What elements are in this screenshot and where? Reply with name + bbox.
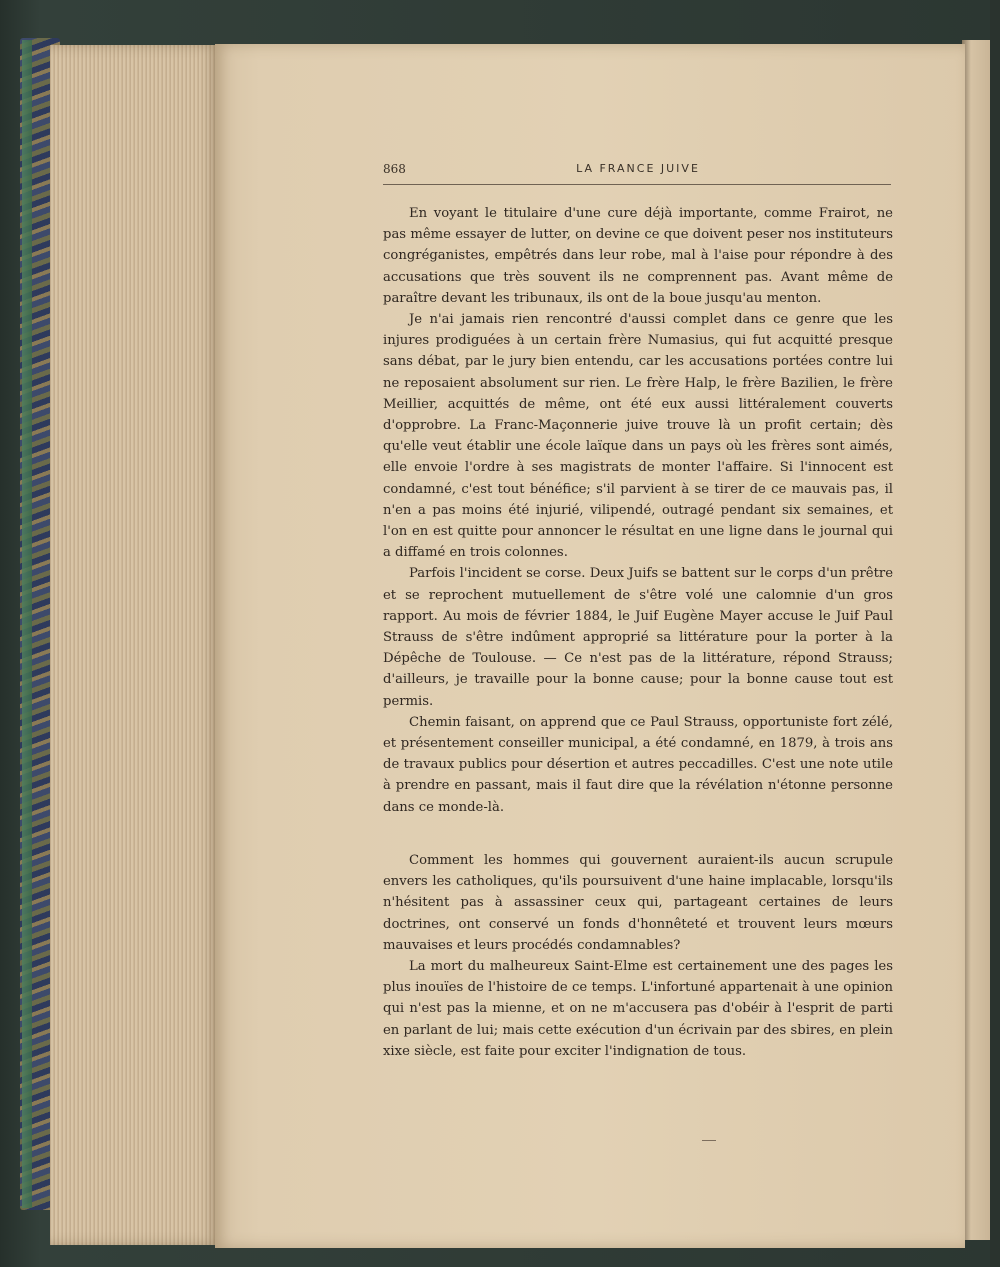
print-mark — [702, 1140, 716, 1141]
paragraph: Je n'ai jamais rien rencontré d'aussi complet dans ce genre que les injures prodiguées à un certain frère Numasius, qui fut acquitté presque sans débat, par le jury bien entendu, car les accusations portées contre lui ne reposaient absolument sur rien. Le frère Halp, le frère Bazilien, le frère Meillier, acquittés de même, ont été eux aussi littéralement couverts d'opprobre. La Franc-Maçonnerie juive trouve là un profit certain; dès qu'elle veut établir une école laïque dans un pays où les frères sont aimés, elle envoie l'ordre à ses magistrats de monter l'affaire. Si l'innocent est condamné, c'est tout bénéfice; s'il parvient à se tirer de ce mauvais pas, il n'en a pas moins été injurié, vilipendé, outragé pendant six semaines, et l'on en est quitte pour annoncer le résultat en une ligne dans le journal qui a diffamé en trois colonnes. — [383, 312, 893, 561]
page-block-edge — [50, 45, 220, 1245]
facing-page-edge — [962, 40, 992, 1240]
background-strip — [990, 0, 1000, 1267]
running-head — [383, 162, 893, 182]
header-rule — [383, 184, 891, 185]
running-title: LA FRANCE JUIVE — [576, 162, 700, 175]
paragraph: La mort du malheureux Saint-Elme est certainement une des pages les plus inouïes de l'histoire de ce temps. L'infortuné appartenait à une opinion qui n'est pas la mienne, et on ne m'accusera pas d'obéir à l'esprit de parti en parlant de lui; mais cette exécution d'un écrivain par des sbires, en plein xixe siècle, est faite pour exciter l'indignation de tous. — [383, 958, 893, 1059]
paragraph: Parfois l'incident se corse. Deux Juifs se battent sur le corps d'un prêtre et se reprochent mutuellement de s'être volé une calomnie d'un gros rapport. Au mois de février 1884, le Juif Eugène Mayer accuse le Juif Paul Strauss de s'être indûment approprié sa littérature pour la porter à la Dépêche de Toulouse. — Ce n'est pas de la littérature, répond Strauss; d'ailleurs, je travaille pour la bonne cause; pour la bonne cause tout est permis. — [383, 566, 893, 709]
paragraph: Comment les hommes qui gouvernent auraient-ils aucun scrupule envers les catholiques, qu'ils poursuivent d'une haine implacable, lorsqu'ils n'hésitent pas à assassiner ceux qui, partageant certaines de leurs doctrines, ont conservé un fonds d'honnêteté et trouvent leurs mœurs mauvaises et leurs procédés condamnables? — [383, 852, 893, 953]
paragraph: Chemin faisant, on apprend que ce Paul Strauss, opportuniste fort zélé, et présentement conseiller municipal, a été condamné, en 1879, à trois ans de travaux publics pour désertion et autres peccadilles. C'est une note utile à prendre en passant, mais il faut dire que la révélation n'étonne personne dans ce monde-là. — [383, 714, 893, 815]
page-number: 868 — [383, 162, 406, 176]
page-body — [383, 203, 893, 1062]
cloth-spine-edge — [22, 40, 32, 1208]
section-break — [383, 818, 893, 850]
paragraph: En voyant le titulaire d'une cure déjà importante, comme Frairot, ne pas même essayer de lutter, on devine ce que doivent peser nos instituteurs congréganistes, empêtrés dans leur robe, mal à l'aise pour répondre à des accusations que très souvent ils ne comprennent pas. Avant même de paraître devant les tribunaux, ils ont de la boue jusqu'au menton. — [383, 206, 893, 306]
